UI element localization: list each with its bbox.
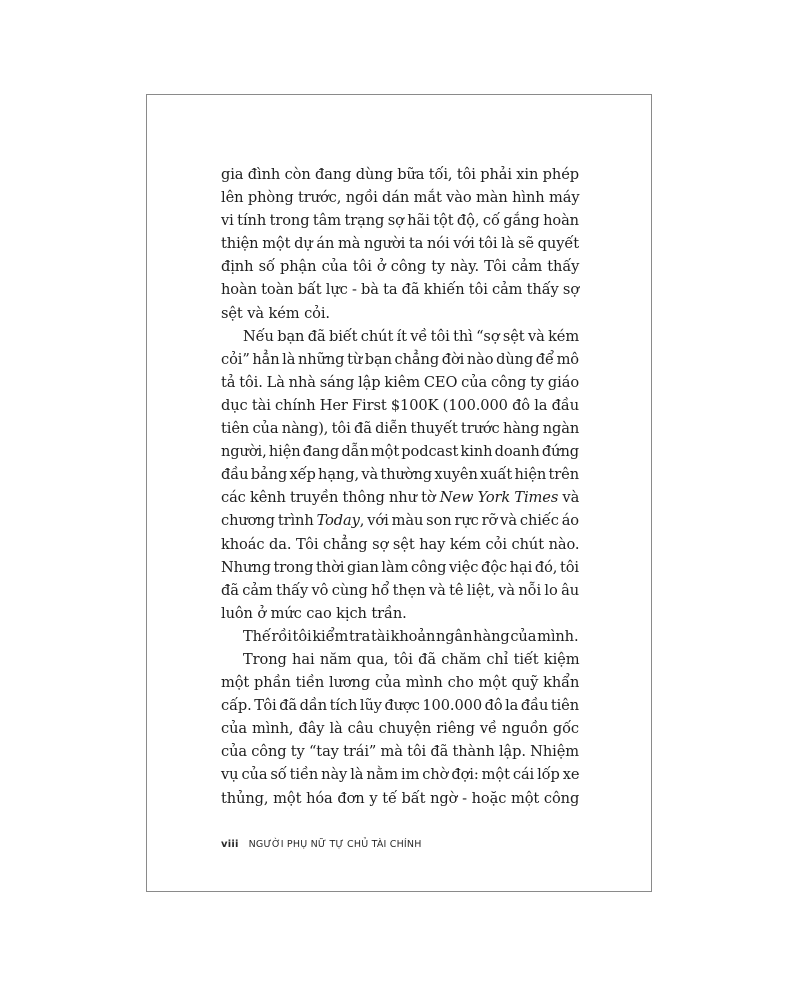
text-segment: và xyxy=(558,489,580,507)
text-line: Nhưng trong thời gian làm công việc độc hại đó, tôi xyxy=(221,558,579,576)
paragraph-4 xyxy=(221,648,579,810)
text-segment: , với màu son rực rỡ và chiếc áo xyxy=(359,512,579,530)
body-text xyxy=(221,163,579,810)
text-line: tiên của nàng), tôi đã diễn thuyết trước hàng ngàn xyxy=(221,420,580,438)
italic-title: New York Times xyxy=(439,489,559,507)
text-line: vụ của số tiền này là nằm im chờ đợi: một cái lốp xe xyxy=(221,766,580,784)
text-line: một phần tiền lương của mình cho một quỹ khẩn xyxy=(221,674,580,692)
text-segment: chương trình xyxy=(221,512,317,530)
italic-title: Today xyxy=(316,512,360,530)
text-line: đã cảm thấy vô cùng hổ thẹn và tê liệt, và nỗi lo âu xyxy=(221,581,579,599)
text-line: hoàn toàn bất lực - bà ta đã khiến tôi cảm thấy sợ xyxy=(221,281,579,299)
text-line: Nếu bạn đã biết chút ít về tôi thì “sợ sệt và kém xyxy=(243,327,580,345)
text-line: Thế rồi tôi kiểm tra tài khoản ngân hàng của mình. xyxy=(243,627,579,645)
text-line: khoác da. Tôi chẳng sợ sệt hay kém cỏi chút nào. xyxy=(221,535,580,553)
text-line: lên phòng trước, ngồi dán mắt vào màn hình máy xyxy=(221,189,580,207)
text-line: cấp. Tôi đã dần tích lũy được 100.000 đô la đầu tiên xyxy=(221,697,579,715)
text-line xyxy=(221,509,579,532)
text-line: tả tôi. Là nhà sáng lập kiêm CEO của công ty giáo xyxy=(221,373,579,391)
running-title: NGƯỜI PHỤ NỮ TỰ CHỦ TÀI CHÍNH xyxy=(248,839,422,850)
paragraph-1 xyxy=(221,163,579,325)
text-line: luôn ở mức cao kịch trần. xyxy=(221,604,407,622)
text-line: đầu bảng xếp hạng, và thường xuyên xuất hiện trên xyxy=(221,466,579,484)
text-line: người, hiện đang dẫn một podcast kinh doanh đứng xyxy=(221,443,579,461)
text-line: của mình, đây là câu chuyện riêng về nguồn gốc xyxy=(221,720,579,738)
text-line: cỏi” hẳn là những từ bạn chẳng đời nào dùng để mô xyxy=(221,350,579,368)
text-line: Trong hai năm qua, tôi đã chăm chỉ tiết kiệm xyxy=(243,650,580,668)
text-line: dục tài chính Her First $100K (100.000 đô la đầu xyxy=(221,396,579,414)
text-line: thiện một dự án mà người ta nói với tôi là sẽ quyết xyxy=(221,235,579,253)
paragraph-2 xyxy=(221,325,579,625)
page-number: viii xyxy=(221,839,239,850)
text-line: thủng, một hóa đơn y tế bất ngờ - hoặc một công xyxy=(221,789,580,807)
paragraph-3 xyxy=(221,625,579,648)
text-line: gia đình còn đang dùng bữa tối, tôi phải xin phép xyxy=(221,166,579,183)
running-footer xyxy=(221,839,422,850)
text-line: của công ty “tay trái” mà tôi đã thành lập. Nhiệm xyxy=(221,743,579,761)
text-line: vi tính trong tâm trạng sợ hãi tột độ, cố gắng hoàn xyxy=(221,212,579,230)
text-segment: các kênh truyền thông như tờ xyxy=(221,489,440,507)
book-page xyxy=(146,94,652,892)
text-line xyxy=(221,486,579,509)
text-line: sệt và kém cỏi. xyxy=(221,304,330,322)
text-line: định số phận của tôi ở công ty này. Tôi cảm thấy xyxy=(221,258,580,276)
